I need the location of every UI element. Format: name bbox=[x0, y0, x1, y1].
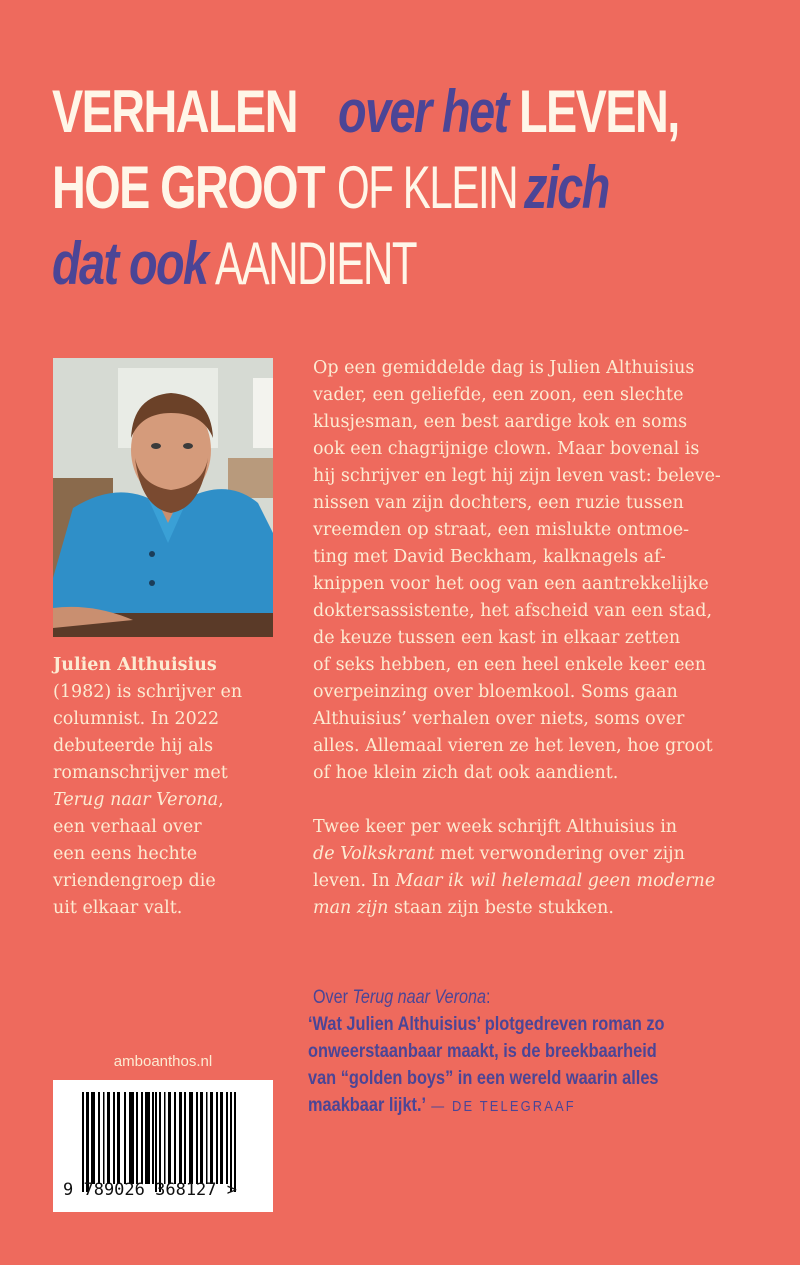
quote-line bbox=[308, 1092, 721, 1120]
headline-line-1 bbox=[52, 74, 772, 150]
description-line: Twee keer per week schrijft Althuisius in bbox=[313, 817, 678, 837]
description-line: nissen van zijn dochters, een ruzie tussen bbox=[313, 493, 684, 513]
review-intro-prefix: Over bbox=[313, 987, 353, 1008]
description-text: staan zijn beste stukken. bbox=[388, 898, 614, 918]
description-line: de keuze tussen een kast in elkaar zetten bbox=[313, 628, 681, 648]
quote-line: ‘Wat Julien Althuisius’ plotgedreven roman zo bbox=[308, 1014, 665, 1035]
description-line: of hoe klein zich dat ook aandient. bbox=[313, 763, 619, 783]
description-line: klusjesman, een best aardige kok en soms bbox=[313, 412, 688, 432]
review-book-title: Terug naar Verona bbox=[352, 987, 486, 1008]
headline-word: OF KLEIN bbox=[336, 154, 517, 221]
description-paragraph-2 bbox=[313, 814, 763, 922]
bio-line: vriendengroep die bbox=[53, 871, 216, 891]
quote-line: onweerstaanbaar maakt, is de breekbaarheid bbox=[308, 1041, 657, 1062]
author-photo bbox=[53, 358, 273, 637]
newspaper-title: de Volkskrant bbox=[313, 844, 435, 864]
headline-word: VERHALEN bbox=[52, 78, 297, 145]
headline-line-3 bbox=[52, 226, 772, 302]
bio-punct: , bbox=[218, 790, 224, 810]
description-line: overpeinzing over bloemkool. Soms gaan bbox=[313, 682, 678, 702]
description-line: knippen voor het oog van een aantrekkelijke bbox=[313, 574, 709, 594]
description-line: ting met David Beckham, kalknagels af- bbox=[313, 547, 666, 567]
publisher-website: amboanthos.nl bbox=[113, 1053, 213, 1070]
headline-word: dat ook bbox=[52, 230, 208, 297]
description-line bbox=[313, 895, 763, 922]
description-line: doktersassistente, het afscheid van een stad, bbox=[313, 601, 713, 621]
description-line bbox=[313, 868, 763, 895]
review-source: — DE TELEGRAAF bbox=[431, 1098, 576, 1115]
bio-line: een eens hechte bbox=[53, 844, 198, 864]
headline-word: LEVEN, bbox=[519, 78, 680, 145]
bio-line: een verhaal over bbox=[53, 817, 202, 837]
bio-line: romanschrijver met bbox=[53, 763, 228, 783]
headline-word: zich bbox=[524, 154, 609, 221]
description-line: vader, een geliefde, een zoon, een slechte bbox=[313, 385, 684, 405]
isbn-barcode bbox=[53, 1080, 273, 1212]
description-text: leven. In bbox=[313, 871, 396, 891]
author-portrait-illustration bbox=[53, 358, 273, 637]
description-line: of seks hebben, en een heel enkele keer een bbox=[313, 655, 707, 675]
quote-text: maakbaar lijkt.’ bbox=[308, 1095, 427, 1116]
description-line: alles. Allemaal vieren ze het leven, hoe groot bbox=[313, 736, 713, 756]
quote-line: van “golden boys” in een wereld waarin alles bbox=[308, 1068, 659, 1089]
bio-book-title: Terug naar Verona bbox=[53, 790, 219, 810]
bio-line: (1982) is schrijver en bbox=[53, 682, 243, 702]
book-title: Maar ik wil helemaal geen moderne bbox=[395, 871, 716, 891]
book-description bbox=[313, 355, 763, 949]
bio-line: uit elkaar valt. bbox=[53, 898, 183, 918]
headline bbox=[52, 74, 772, 302]
headline-word: AANDIENT bbox=[215, 230, 417, 297]
description-line: ook een chagrijnige clown. Maar bovenal is bbox=[313, 439, 700, 459]
review-intro-suffix: : bbox=[485, 987, 491, 1008]
description-line: hij schrijver en legt hij zijn leven vast: beleve- bbox=[313, 466, 721, 486]
description-line: Althuisius’ verhalen over niets, soms over bbox=[313, 709, 685, 729]
author-bio bbox=[53, 652, 288, 922]
headline-word: over het bbox=[338, 78, 508, 145]
author-name: Julien Althuisius bbox=[53, 655, 217, 675]
bio-line: columnist. In 2022 bbox=[53, 709, 220, 729]
headline-line-2 bbox=[52, 150, 772, 226]
description-line: Op een gemiddelde dag is Julien Althuisius bbox=[313, 358, 695, 378]
headline-word: HOE GROOT bbox=[52, 154, 324, 221]
description-text: met verwondering over zijn bbox=[434, 844, 685, 864]
description-line bbox=[313, 841, 763, 868]
review-quote bbox=[308, 1011, 788, 1120]
review-intro bbox=[313, 985, 773, 1011]
isbn-number: 9 789026 368127 > bbox=[63, 1180, 237, 1200]
bio-line: debuteerde hij als bbox=[53, 736, 214, 756]
description-paragraph-1 bbox=[313, 355, 763, 787]
book-title: man zijn bbox=[313, 898, 389, 918]
description-line: vreemden op straat, een mislukte ontmoe- bbox=[313, 520, 690, 540]
